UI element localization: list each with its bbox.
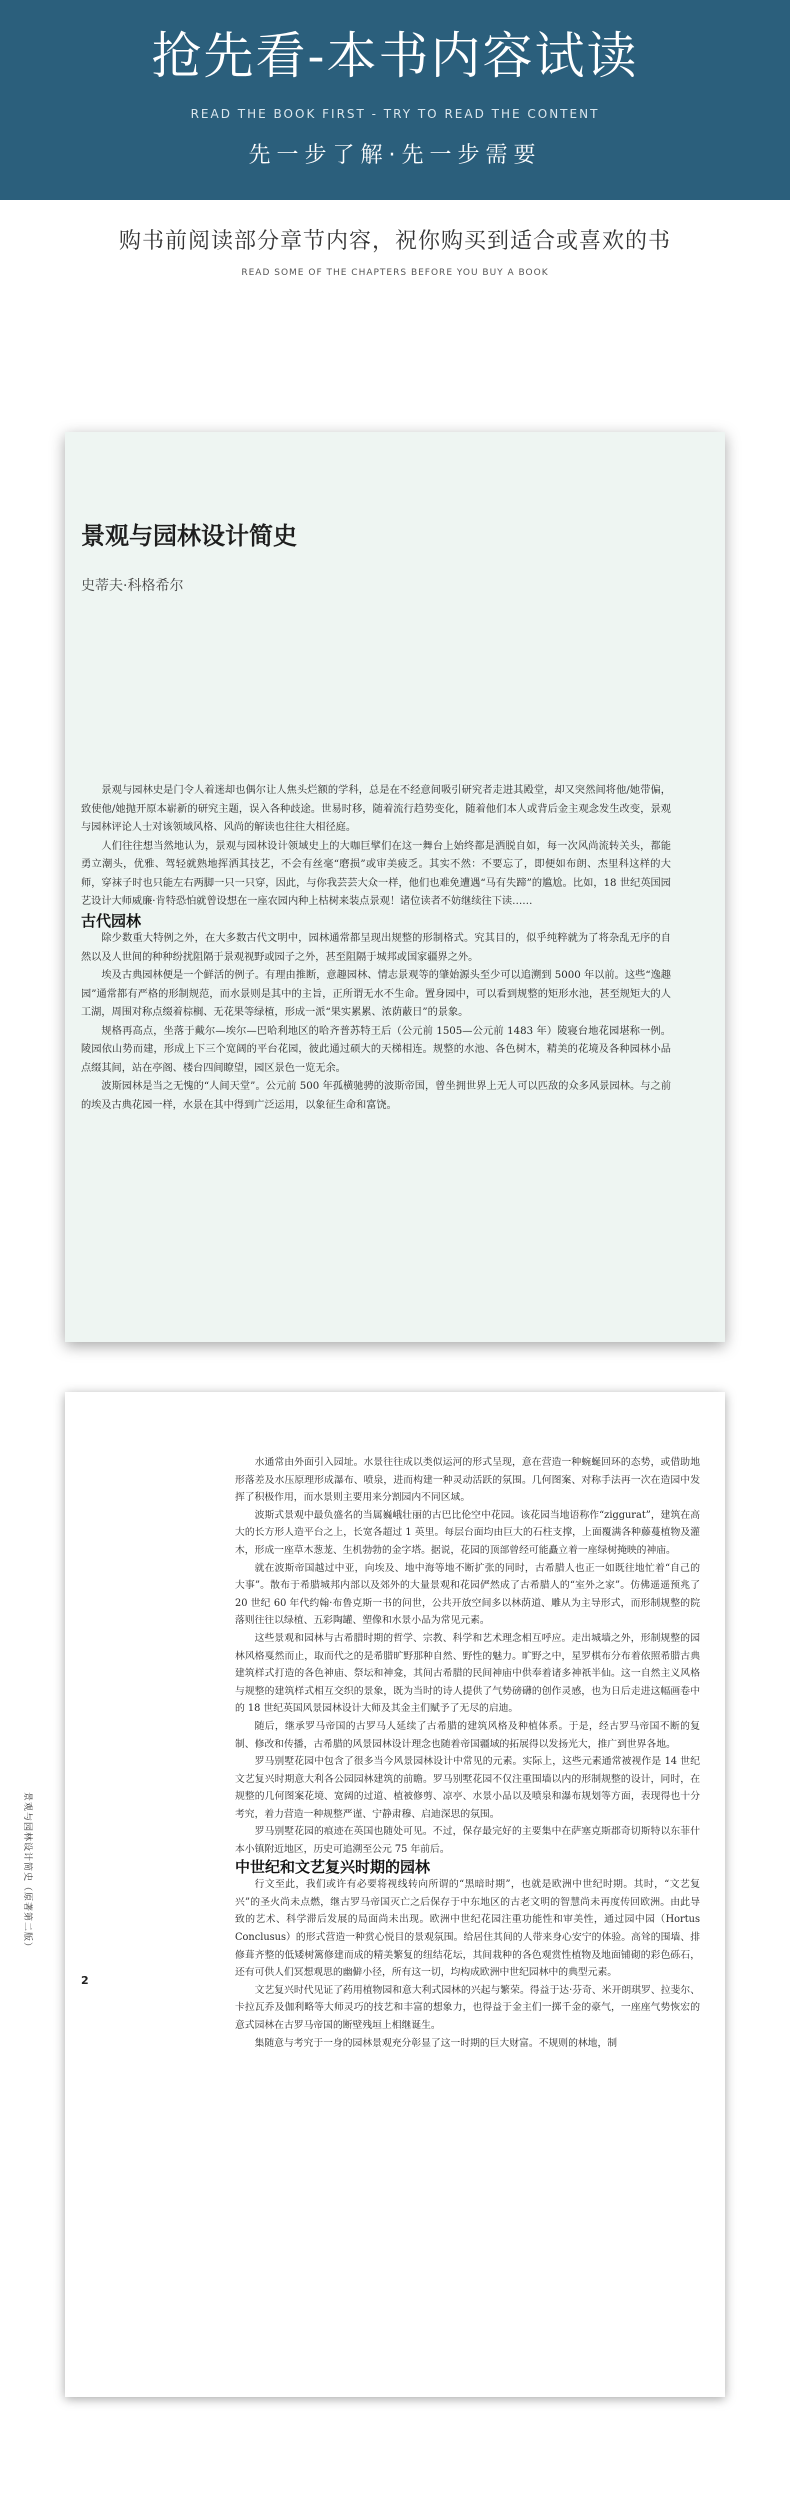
banner-subtitle-en: READ THE BOOK FIRST - TRY TO READ THE CONTENT [190, 107, 600, 121]
banner-title: 抢先看-本书内容试读 [151, 27, 639, 85]
book-page-2 [22, 1392, 725, 2397]
paragraph: 景观与园林史是门令人着迷却也偶尔让人焦头烂额的学科，总是在不经意间吸引研究者走进其殿堂，却又突然间将他/她带偏，致使他/她抛开原本崭新的研究主题，误入各种歧途。世易时移，随着流行趋势变化，随着他们本人或背后金主观念发生改变，景观与园林评论人士对该领域风格、风尚的解读也往往大相径庭。 [81, 785, 671, 833]
intro-text-en: READ SOME OF THE CHAPTERS BEFORE YOU BUY A BOOK [241, 268, 549, 278]
paragraph: 行文至此，我们或许有必要将视线转向所谓的“黑暗时期”，也就是欧洲中世纪时期。其时，“文艺复兴”的圣火尚未点燃，继古罗马帝国灭亡之后保存于中东地区的古老文明的智慧尚未再度传回欧洲。由此导致的艺术、科学滞后发展的局面尚未出现。欧洲中世纪花园注重功能性和审美性，通过园中园（Hortus Conclusus）的形式营造一种赏心悦目的景观氛围。给居住其间的人带来身心安宁的体验。高耸的围墙、排修葺齐整的低矮树篱修建而成的精美繁复的纽结花坛，其间栽种的各色观赏性植物及地面铺砌的彩色砾石，还有可供人们冥想观思的幽僻小径，所有这一切，均构成欧洲中世纪园林中的典型元素。 [235, 1879, 700, 1979]
paragraph: 文艺复兴时代见证了药用植物园和意大利式园林的兴起与繁荣。得益于达·芬奇、米开朗琪罗、拉斐尔、卡拉瓦乔及伽利略等大师灵巧的技艺和丰富的想象力，也得益于金主们一掷千金的豪气，一座座气势恢宏的意式园林在古罗马帝国的断壁残垣上相继诞生。 [235, 1984, 700, 2031]
running-header: 景观与园林设计简史（原著第二版） [22, 1792, 32, 1953]
paragraph: 埃及古典园林便是一个鲜活的例子。有理由推断，意趣园林、情志景观等的肇始源头至少可以追溯到 5000 年以前。这些“逸趣园”通常都有严格的形制规范，而水景则是其中的主旨，正所谓无水不生命。置身园中，可以看到规整的矩形水池，甚至规矩大的人工湖，周围对称点缀着棕榈、无花果等绿植，形成一派“果实累累、浓荫蔽日”的景象。 [81, 970, 671, 1018]
paragraph: 水通常由外面引入园址。水景往往成以类似运河的形式呈现，意在营造一种蜿蜒回环的态势，或借助地形落差及水压原理形成瀑布、喷泉，进而构建一种灵动活跃的氛围。几何图案、对称手法再一次在造园中发挥了积极作用，而水景则主要用来分割园内不同区域。 [235, 1457, 700, 1504]
paragraph: 除少数重大特例之外，在大多数古代文明中，园林通常都呈现出规整的形制格式。究其目的，似乎纯粹就为了将杂乱无序的自然以及人世间的种种纷扰阻隔于景观视野或园子之外，甚至阻隔于城邦或国家疆界之外。 [81, 933, 671, 963]
paragraph: 规格再高点，坐落于戴尔—埃尔—巴哈利地区的哈齐普苏特王后（公元前 1505—公元前 1483 年）陵寝台地花园堪称一例。陵园依山势而建，形成上下三个宽阔的平台花园，彼此通过硕大的天梯相连。规整的水池、各色树木，精美的花境及各种园林小品点缀其间，站在亭阁、楼台四间瞭望，园区景色一览无余。 [81, 1025, 671, 1074]
paragraph: 罗马别墅花园中包含了很多当今风景园林设计中常见的元素。实际上，这些元素通常被视作是 14 世纪文艺复兴时期意大利各公园园林建筑的前瞻。罗马别墅花园不仅注重围墙以内的形制规整的设计，同时，在规整的几何图案花境、宽阔的过道、植被修剪、凉亭、水景小品以及喷泉和瀑布规划等方面，表现得也十分考究，着力营造一种规整严谨、宁静肃穆、启迪深思的氛围。 [235, 1756, 700, 1820]
paragraph: 就在波斯帝国越过中亚，向埃及、地中海等地不断扩张的同时，古希腊人也正一如既往地忙着“自己的大事”。散布于希腊城邦内部以及郊外的大量景观和花园俨然成了古希腊人的“室外之家”。仿佛遥遥预兆了 20 世纪 60 年代约翰·布鲁克斯一书的问世，公共开放空间多以林荫道、雕从为主导形式，而形制规整的院落则往往以绿植、五彩陶罐、塑像和水景小品为常见元素。 [235, 1562, 700, 1627]
intro-text: 购书前阅读部分章节内容，祝你购买到适合或喜欢的书 [118, 229, 671, 254]
chapter-title: 景观与园林设计简史 [81, 521, 297, 550]
page-number: 2 [81, 1974, 89, 1987]
paragraph: 随后，继承罗马帝国的古罗马人延续了古希腊的建筑风格及种植体系。于是，经古罗马帝国不断的复制、修改和传播，古希腊的风景园林设计理念也随着帝国疆域的拓展得以发扬光大，推广到世界各地。 [235, 1720, 700, 1750]
book-page-1 [65, 432, 725, 1342]
author-name: 史蒂夫·科格希尔 [81, 578, 184, 594]
section-heading: 中世纪和文艺复兴时期的园林 [235, 1857, 431, 1876]
banner-slogan: 先一步了解·先一步需要 [248, 143, 542, 168]
paragraph: 罗马别墅花园的痕迹在英国也随处可见。不过，保存最完好的主要集中在萨塞克斯郡奇切斯特以东菲什本小镇附近地区，历史可追溯至公元 75 年前后。 [235, 1826, 700, 1856]
paragraph: 这些景观和园林与古希腊时期的哲学、宗教、科学和艺术理念相互呼应。走出城墙之外，形制规整的园林风格戛然而止，取而代之的是希腊旷野那种自然、野性的魅力。旷野之中，星罗棋布分布着依照希腊古典建筑样式打造的各色神庙、祭坛和神龛，其间古希腊的民间神庙中供奉着诸多神祇半仙。这一自然主义风格与规整的建筑样式相互交织的景象，既为当时的诗人提供了气势磅礴的创作灵感，也为日后走进这幅画卷中的 18 世纪英国风景园林设计大师及其金主们赋予了无尽的启迪。 [235, 1632, 700, 1715]
section-heading: 古代园林 [81, 911, 142, 930]
page-2-body [235, 1454, 700, 2052]
paragraph: 集随意与考究于一身的园林景观充分彰显了这一时期的巨大财富。不规则的林地，制 [254, 2037, 618, 2049]
page-1-body [81, 782, 671, 1115]
paragraph: 人们往往想当然地认为，景观与园林设计领域史上的大咖巨擘们在这一舞台上始终都是洒脱自如，每一次风尚流转关头，都能勇立潮头，优雅、驾轻就熟地挥洒其技艺，不会有丝毫“磨损”或审美疲乏。其实不然：不要忘了，即便如布朗、杰里科这样的大师，穿袜子时也只能左右两脚一只一只穿，因此，与你我芸芸大众一样，他们也难免遭遇“马有失蹄”的尴尬。比如，18 世纪英国园艺设计大师威廉·肯特恐怕就曾设想在一座农园内种上枯树来装点景观！诸位读者不妨继续往下读…… [81, 840, 671, 907]
paragraph: 波斯式景观中最负盛名的当属巍峨壮丽的古巴比伦空中花园。该花园当地语称作“ziggurat”，建筑在高大的长方形人造平台之上，长宽各超过 1 英里。每层台面均由巨大的石柱支撑，上面覆满各种藤蔓植物及灌木，形成一座草木葱茏、生机勃勃的金字塔。据说，花园的顶部曾经可能矗立着一座绿树掩映的神庙。 [235, 1509, 700, 1556]
header-banner [0, 0, 790, 200]
paragraph: 波斯园林是当之无愧的“人间天堂”。公元前 500 年孤横驰骋的波斯帝国，曾坐拥世界上无人可以匹敌的众多风景园林。与之前的埃及古典花园一样，水景在其中得到广泛运用，以象征生命和富饶。 [81, 1081, 671, 1111]
